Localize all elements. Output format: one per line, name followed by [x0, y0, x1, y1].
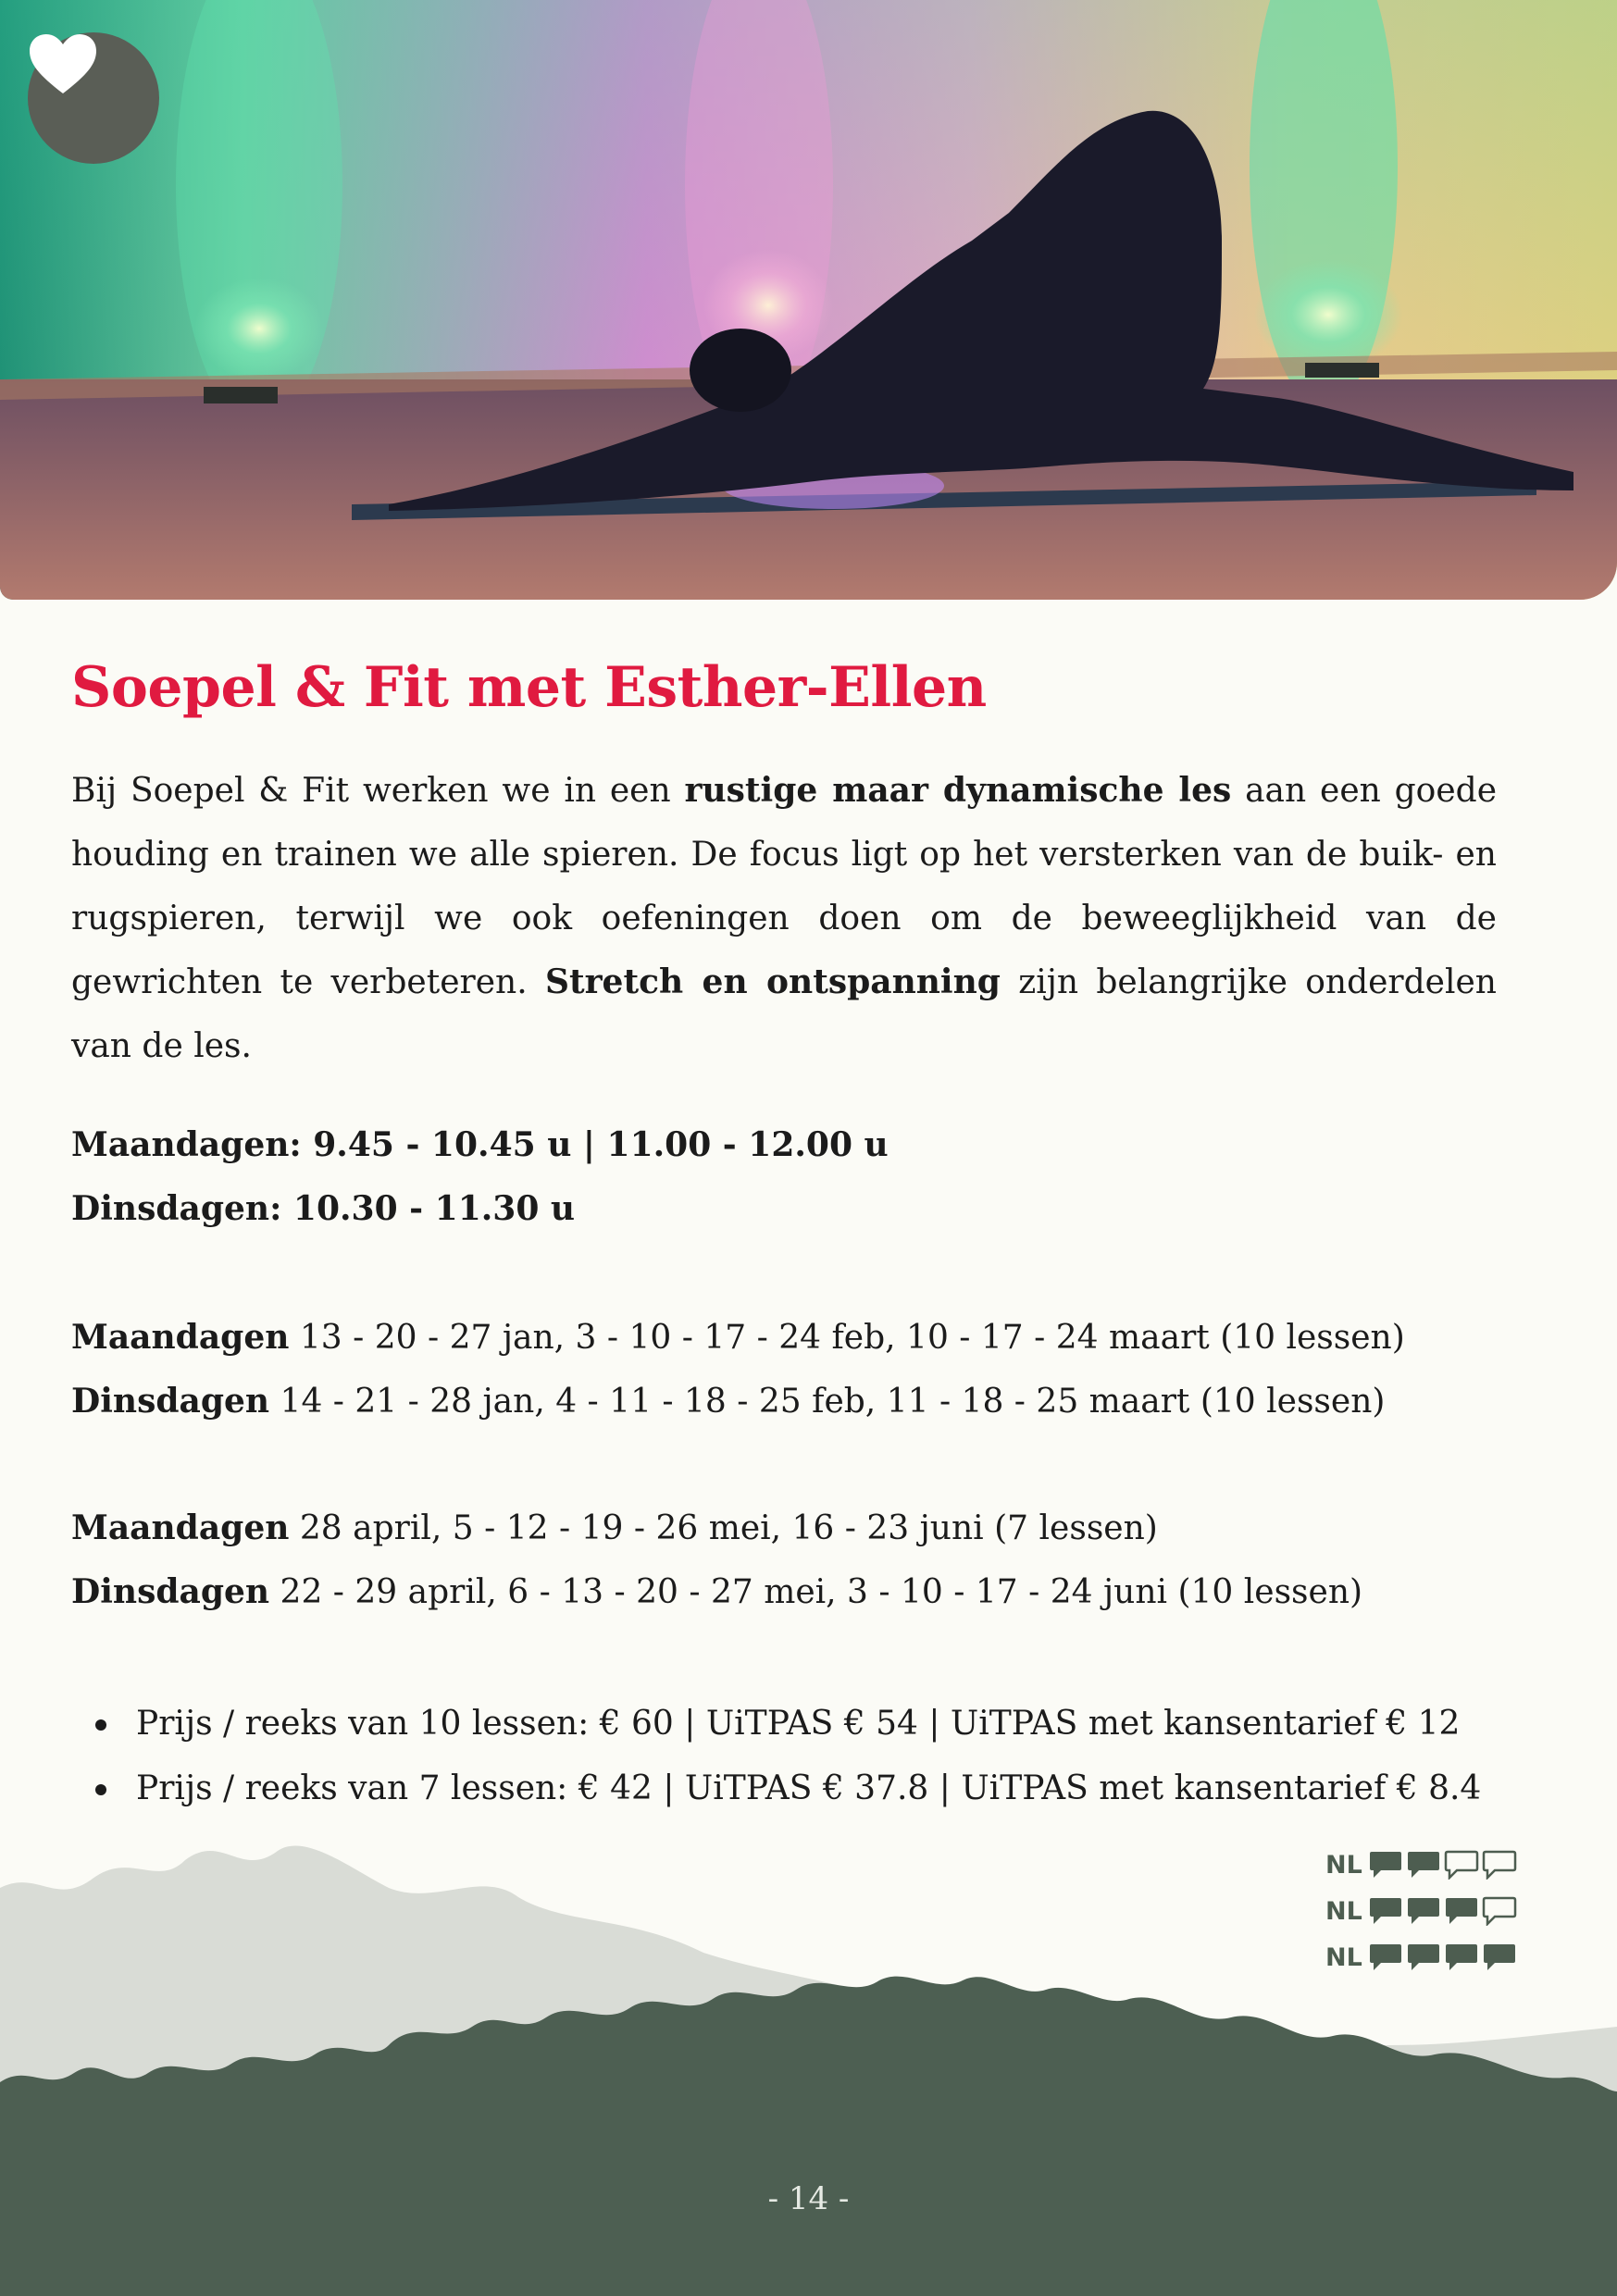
intro-bold-2: Stretch en ontspanning	[544, 962, 1001, 1001]
series1-tuesday	[71, 1379, 1385, 1424]
speech-bubble-filled-icon	[1368, 1850, 1403, 1880]
series2-tuesday-label: Dinsdagen	[71, 1572, 270, 1611]
hero-photo	[0, 0, 1617, 600]
intro-text-1: Bij Soepel & Fit werken we in een	[71, 772, 685, 810]
series1-tuesday-dates: 14 - 21 - 28 jan, 4 - 11 - 18 - 25 feb, 11 - 18 - 25 maart (10 lessen)	[269, 1383, 1386, 1421]
price-list	[71, 1692, 1481, 1821]
intro-text-2: aan een goede houding en trainen we alle spieren. De focus ligt op het versterken van de buik- en rugspieren, terwijl we ook oefeningen doen om de beweeglijkheid van de gewrichten te verbeteren.	[71, 772, 1498, 1001]
series2-tuesday	[71, 1570, 1362, 1615]
series1-monday	[71, 1315, 1405, 1360]
speech-bubble-filled-icon	[1406, 1896, 1441, 1926]
hours-tuesday: Dinsdagen: 10.30 - 11.30 u	[71, 1189, 576, 1228]
language-code: NL	[1325, 1850, 1362, 1880]
series1-tuesday-label: Dinsdagen	[71, 1382, 270, 1421]
speech-bubble-outline-icon	[1444, 1850, 1479, 1880]
speech-bubble-filled-icon	[1444, 1896, 1479, 1926]
price-item: Prijs / reeks van 7 lessen: € 42 | UiTPAS € 37.8 | UiTPAS met kansentarief € 8.4	[71, 1756, 1481, 1821]
intro-bold-1: rustige maar dynamische les	[684, 771, 1232, 810]
speech-bubble-filled-icon	[1406, 1850, 1441, 1880]
page-number: - 14 -	[767, 2180, 850, 2217]
language-level-row	[1325, 1934, 1520, 1980]
speech-bubble-filled-icon	[1444, 1942, 1479, 1972]
intro-text-3: zijn belangrijke onderdelen van de les.	[71, 963, 1497, 1065]
language-level-row	[1325, 1888, 1520, 1934]
speech-bubble-outline-icon	[1482, 1850, 1517, 1880]
favorite-button[interactable]	[28, 32, 159, 164]
speech-bubble-filled-icon	[1368, 1942, 1403, 1972]
page-title: Soepel & Fit met Esther-Ellen	[71, 655, 987, 720]
hours-monday: Maandagen: 9.45 - 10.45 u | 11.00 - 12.00 u	[71, 1125, 889, 1164]
language-code: NL	[1325, 1942, 1362, 1972]
language-code: NL	[1325, 1896, 1362, 1926]
intro-paragraph	[71, 759, 1497, 1078]
price-item: Prijs / reeks van 10 lessen: € 60 | UiTPAS € 54 | UiTPAS met kansentarief € 12	[71, 1692, 1481, 1756]
speech-bubble-filled-icon	[1368, 1896, 1403, 1926]
series1-monday-dates: 13 - 20 - 27 jan, 3 - 10 - 17 - 24 feb, 10 - 17 - 24 maart (10 lessen)	[289, 1319, 1405, 1357]
series2-monday-dates: 28 april, 5 - 12 - 19 - 26 mei, 16 - 23 juni (7 lessen)	[289, 1509, 1158, 1547]
speech-bubble-outline-icon	[1482, 1896, 1517, 1926]
series2-monday-label: Maandagen	[71, 1508, 290, 1547]
speech-bubble-filled-icon	[1482, 1942, 1517, 1972]
speech-bubble-filled-icon	[1406, 1942, 1441, 1972]
language-levels	[1325, 1842, 1520, 1980]
hero-illustration	[0, 0, 1617, 600]
series1-monday-label: Maandagen	[71, 1318, 290, 1357]
series2-tuesday-dates: 22 - 29 april, 6 - 13 - 20 - 27 mei, 3 - 10 - 17 - 24 juni (10 lessen)	[269, 1573, 1363, 1611]
series2-monday	[71, 1506, 1158, 1551]
heart-icon	[28, 32, 98, 95]
language-level-row	[1325, 1842, 1520, 1888]
